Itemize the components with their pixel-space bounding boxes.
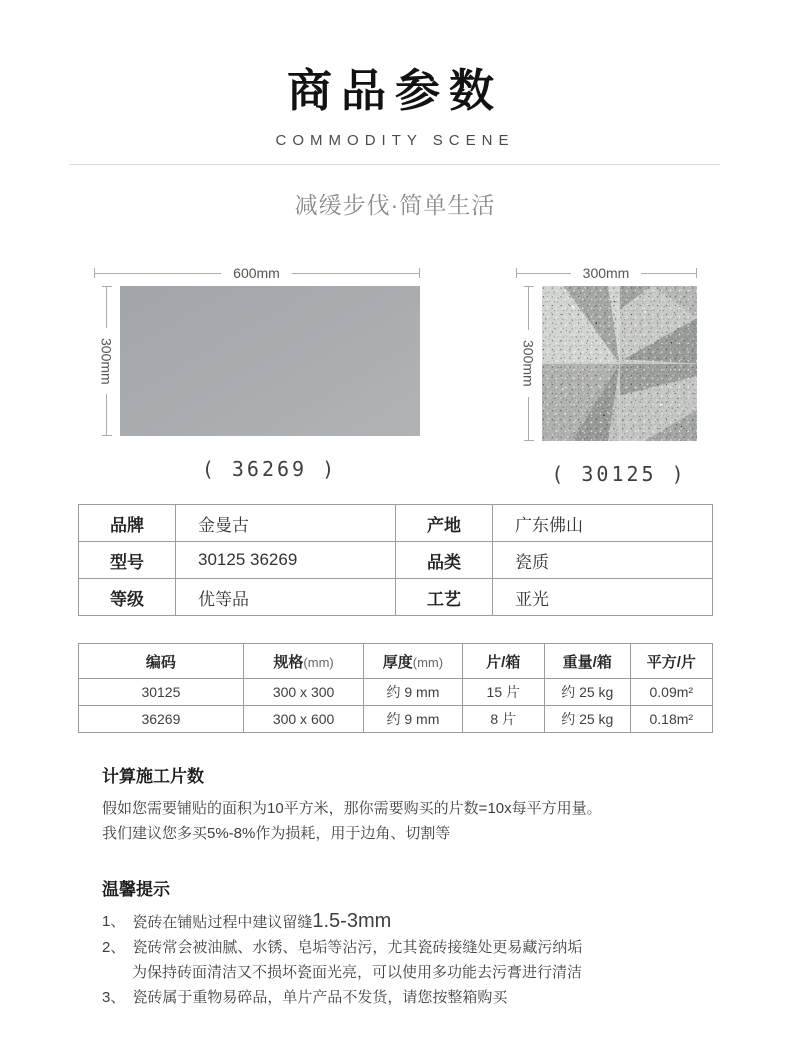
- calc-line-1: 假如您需要铺贴的面积为10平方米，那你需要购买的片数=10x每平方用量。: [102, 800, 602, 817]
- calc-section: [102, 762, 708, 846]
- height-dimension-line: [94, 286, 120, 436]
- tile-figure-30125: [516, 260, 697, 486]
- list-item-number: 2、: [102, 939, 126, 956]
- list-item-text: 瓷砖在铺贴过程中建议留缝1.5-3mm: [132, 910, 392, 932]
- column-header: 片/箱: [462, 644, 544, 679]
- list-item: [102, 985, 708, 1010]
- spec-value: 优等品: [176, 579, 396, 616]
- tile-figure-36269: [94, 260, 420, 481]
- dimension-line: [106, 287, 107, 328]
- table-cell: 8 片: [462, 706, 544, 733]
- spec-value: 亚光: [493, 579, 713, 616]
- plain-gray-tile-image: [120, 286, 420, 436]
- table-cell: 300 x 600: [243, 706, 363, 733]
- tile-code-label: ( 30125 ): [551, 462, 687, 486]
- table-cell: 约 9 mm: [364, 679, 462, 706]
- dimension-line: [641, 273, 695, 274]
- spec-value: 30125 36269: [176, 542, 396, 579]
- list-item-continuation: 为保持砖面清洁又不损坏瓷面光亮，可以使用多功能去污膏进行清洁: [132, 964, 583, 981]
- table-cell: 300 x 300: [243, 679, 363, 706]
- spec-value: 金曼古: [176, 505, 396, 542]
- list-item-text: 瓷砖属于重物易碎品，单片产品不发货，请您按整箱购买: [132, 989, 508, 1006]
- height-dimension-line: [516, 286, 542, 441]
- tips-heading: 温馨提示: [102, 880, 170, 899]
- dimension-line: [95, 273, 222, 274]
- spec-label: 工艺: [396, 579, 493, 616]
- table-row: [79, 579, 713, 616]
- table-cell: 15 片: [462, 679, 544, 706]
- column-header: 规格(mm): [243, 644, 363, 679]
- spec-label: 等级: [79, 579, 176, 616]
- table-row: [79, 706, 713, 733]
- dimension-tick: [419, 268, 420, 278]
- dimension-tick: [524, 440, 534, 441]
- list-item: [102, 909, 708, 935]
- gap-size-emphasis: 1.5-3mm: [312, 910, 392, 932]
- height-dimension-label: 300mm: [98, 337, 115, 385]
- table-cell: 约 25 kg: [544, 706, 630, 733]
- column-header: 平方/片: [630, 644, 712, 679]
- table-cell: 30125: [79, 679, 244, 706]
- table-row: [79, 505, 713, 542]
- dimension-line: [106, 394, 107, 435]
- table-row: [79, 679, 713, 706]
- column-header: 重量/箱: [544, 644, 630, 679]
- width-dimension-line: [94, 260, 420, 286]
- dimension-tick: [102, 435, 112, 436]
- list-item-number: 1、: [102, 913, 126, 930]
- product-spec-table: [78, 504, 713, 616]
- column-header: 编码: [79, 644, 244, 679]
- dimension-line: [528, 287, 529, 330]
- table-cell: 约 9 mm: [364, 706, 462, 733]
- page-subtitle: COMMODITY SCENE: [275, 132, 515, 149]
- calc-heading: 计算施工片数: [102, 767, 204, 786]
- dimension-tick: [696, 268, 697, 278]
- list-item: [102, 935, 708, 960]
- spec-value: 广东佛山: [493, 505, 713, 542]
- dimension-line: [517, 273, 571, 274]
- list-item-number: 3、: [102, 989, 126, 1006]
- spec-label: 产地: [396, 505, 493, 542]
- table-header-row: [79, 644, 713, 679]
- width-dimension-label: 600mm: [233, 265, 280, 281]
- dimension-line: [528, 397, 529, 440]
- tile-figures-row: [0, 260, 790, 486]
- spec-label: 品类: [396, 542, 493, 579]
- table-cell: 0.18m²: [630, 706, 712, 733]
- spec-label: 品牌: [79, 505, 176, 542]
- list-item-text: 瓷砖常会被油腻、水锈、皂垢等沾污，尤其瓷砖接缝处更易藏污纳垢: [132, 939, 583, 956]
- tile-code-label: ( 36269 ): [201, 457, 338, 481]
- width-dimension-label: 300mm: [582, 265, 630, 281]
- size-weight-table: [78, 643, 713, 733]
- calc-line-2: 我们建议您多买5%-8%作为损耗，用于边角、切割等: [102, 825, 451, 842]
- slogan-text: 减缓步伐·简单生活: [294, 192, 496, 218]
- tips-list: [102, 909, 708, 1010]
- column-header: 厚度(mm): [364, 644, 462, 679]
- spec-label: 型号: [79, 542, 176, 579]
- page-title: 商品参数: [286, 65, 503, 116]
- product-parameters-page: [0, 54, 790, 1010]
- spec-value: 瓷质: [493, 542, 713, 579]
- terrazzo-tile-image: [542, 286, 697, 441]
- table-cell: 0.09m²: [630, 679, 712, 706]
- table-cell: 约 25 kg: [544, 679, 630, 706]
- height-dimension-label: 300mm: [520, 340, 537, 387]
- width-dimension-line: [516, 260, 697, 286]
- header-divider: [70, 164, 720, 165]
- dimension-line: [292, 273, 419, 274]
- table-cell: 36269: [79, 706, 244, 733]
- table-row: [79, 542, 713, 579]
